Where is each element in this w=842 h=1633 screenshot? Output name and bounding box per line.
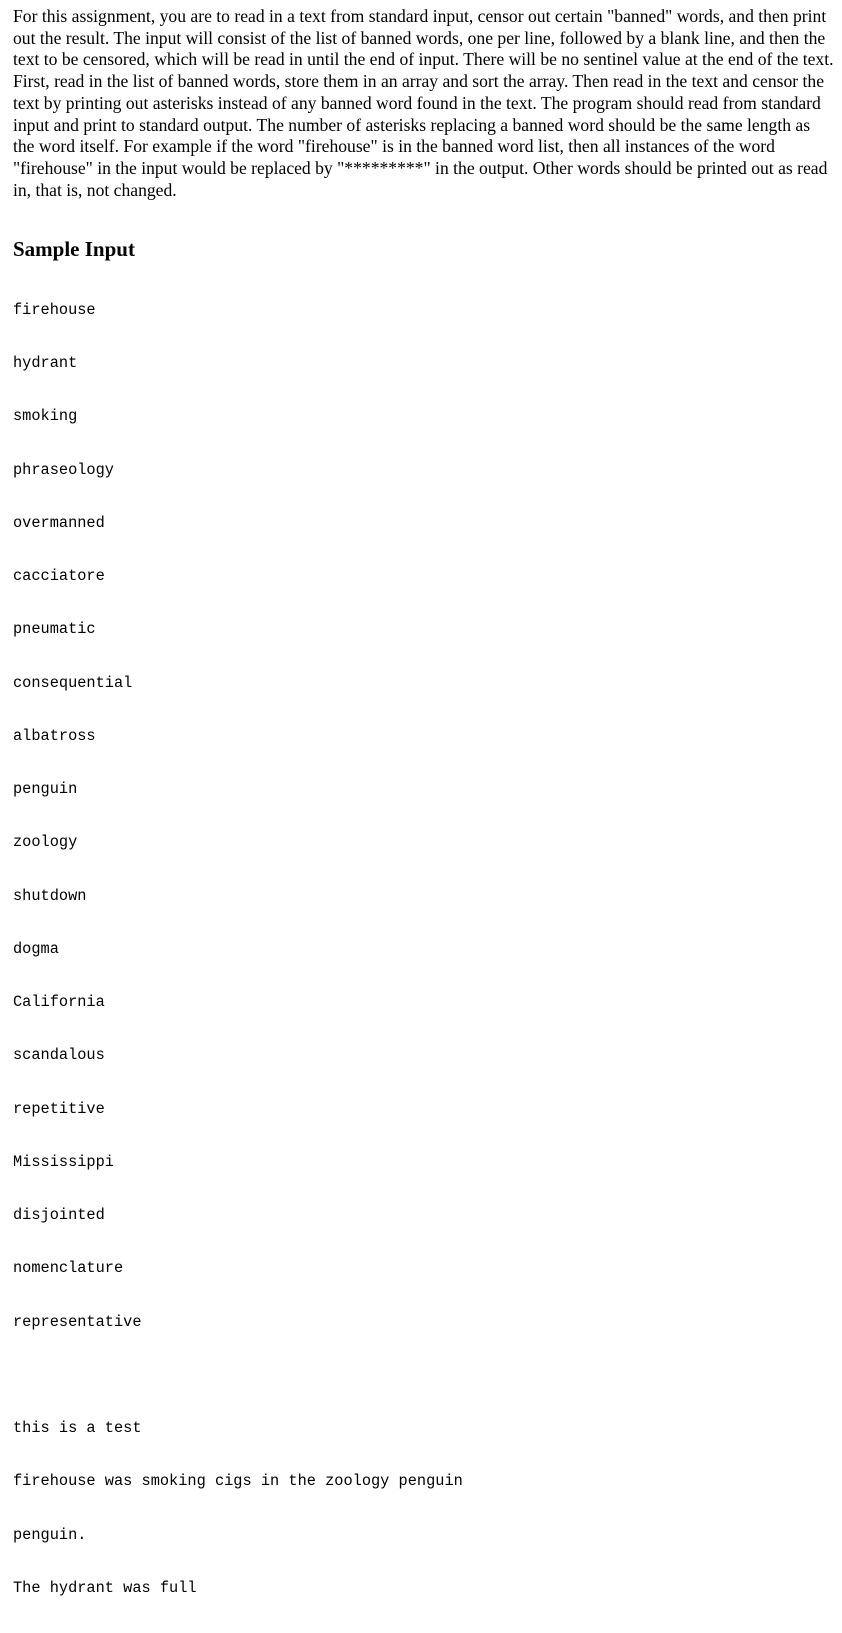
banned-word-line: disjointed — [13, 1206, 105, 1225]
banned-word-line: overmanned — [13, 513, 105, 532]
blank-separator-line — [13, 1367, 835, 1385]
banned-word-line: pneumatic — [13, 620, 96, 639]
banned-word-line: penguin — [13, 780, 78, 799]
banned-word-line: zoology — [13, 833, 78, 852]
text-line: penguin. — [13, 1525, 87, 1544]
banned-word-line: shutdown — [13, 886, 87, 905]
sample-input-block — [13, 266, 835, 1633]
banned-word-line: representative — [13, 1312, 142, 1331]
banned-word-line: scandalous — [13, 1046, 105, 1065]
banned-word-line: hydrant — [13, 354, 78, 373]
banned-word-line: Mississippi — [13, 1152, 114, 1171]
banned-word-line: cacciatore — [13, 567, 105, 586]
banned-word-line: firehouse — [13, 300, 96, 319]
assignment-description: For this assignment, you are to read in a text from standard input, censor out certain "banned" words, and then print out the result. The input will consist of the list of banned words, one per line, followed by a blank line, and then the text to be censored, which will be read in until the end of input. There will be no sentinel value at the end of the text. First, read in the list of banned words, store them in an array and sort the array. Then read in the text and censor the text by printing out asterisks instead of any banned word found in the text. The program should read from standard input and print to standard output. The number of asterisks replacing a banned word should be the same length as the word itself. For example if the word "firehouse" is in the banned word list, then all instances of the word "firehouse" in the input would be replaced by "*********" in the output. Other words should be printed out as read in, that is, not changed. — [13, 6, 834, 200]
banned-word-line: phraseology — [13, 460, 114, 479]
banned-word-line: California — [13, 993, 105, 1012]
text-line: The hydrant was full — [13, 1578, 197, 1597]
document-page — [13, 6, 835, 1633]
banned-word-line: repetitive — [13, 1099, 105, 1118]
banned-word-line: smoking — [13, 407, 78, 426]
text-line: this is a test — [13, 1419, 142, 1438]
banned-word-line: nomenclature — [13, 1259, 124, 1278]
banned-word-line: albatross — [13, 726, 96, 745]
text-line: firehouse was smoking cigs in the zoology penguin — [13, 1472, 463, 1491]
banned-word-line: consequential — [13, 673, 133, 692]
banned-word-line: dogma — [13, 939, 59, 958]
sample-input-heading: Sample Input — [13, 237, 135, 262]
